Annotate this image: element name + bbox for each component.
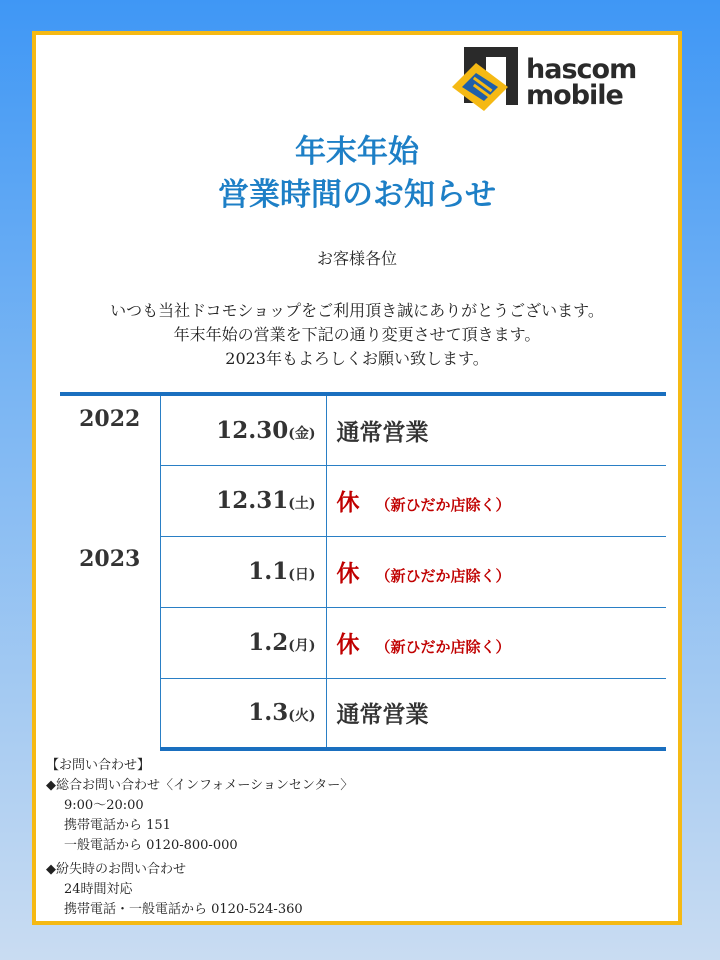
status-cell [326,607,666,678]
company-logo [448,43,668,119]
page-title-line-1: 年末年始 [295,134,419,170]
page-title-line-2: 営業時間のお知らせ [217,177,497,213]
status-text: 休 [336,489,360,516]
schedule-row [60,394,666,465]
date-value: 12.30 [216,416,289,444]
status-note: （新ひだか店除く） [375,496,511,514]
status-note: （新ひだか店除く） [375,567,511,585]
general-contact-title: ◆総合お問い合わせ〈インフォメーションセンター〉 [46,778,354,793]
logo-line-1: hascom [526,54,637,85]
lost-contact-title: ◆紛失時のお問い合わせ [46,862,186,877]
status-cell [326,465,666,536]
schedule-row [60,536,666,607]
day-of-week: (日) [288,567,316,583]
status-cell [326,394,666,465]
body-line-2: 年末年始の営業を下記の通り変更させて頂きます。 [173,325,541,344]
date-cell [160,465,326,536]
date-cell [160,394,326,465]
status-text: 休 [336,560,360,587]
body-line-3: 2023年もよろしくお願い致します。 [225,349,489,368]
date-value: 1.1 [248,558,289,585]
date-cell [160,607,326,678]
status-text: 休 [336,631,360,658]
general-contact-hours: 9:00～20:00 [64,798,144,813]
day-of-week: (月) [288,638,316,654]
date-value: 12.31 [216,487,289,514]
day-of-week: (火) [288,708,316,725]
status-cell [326,536,666,607]
general-contact-mobile: 携帯電話から 151 [64,818,171,833]
date-value: 1.2 [248,629,289,656]
year-cell: 2023 [60,536,160,749]
date-cell [160,678,326,749]
day-of-week: (金) [288,425,316,442]
body-line-1: いつも当社ドコモショップをご利用頂き誠にありがとうございます。 [110,301,604,320]
status-text: 通常営業 [336,418,429,446]
logo-wordmark [526,54,637,111]
lost-contact-phone: 携帯電話・一般電話から 0120-524-360 [64,902,303,917]
contact-heading: 【お問い合わせ】 [46,758,151,773]
lost-contact-hours: 24時間対応 [64,882,133,897]
logo-mark-icon [448,43,528,119]
day-of-week: (土) [288,496,316,512]
status-text: 通常営業 [336,701,429,729]
status-cell [326,678,666,749]
general-contact-landline: 一般電話から 0120-800-000 [64,838,238,853]
date-cell [160,536,326,607]
year-cell: 2022 [60,394,160,536]
date-value: 1.3 [248,699,289,727]
logo-line-2: mobile [526,80,623,111]
contact-section [46,756,646,920]
greeting: お客様各位 [316,249,397,268]
schedule-table [60,392,666,751]
status-note: （新ひだか店除く） [375,638,511,656]
notice-card [32,31,682,925]
